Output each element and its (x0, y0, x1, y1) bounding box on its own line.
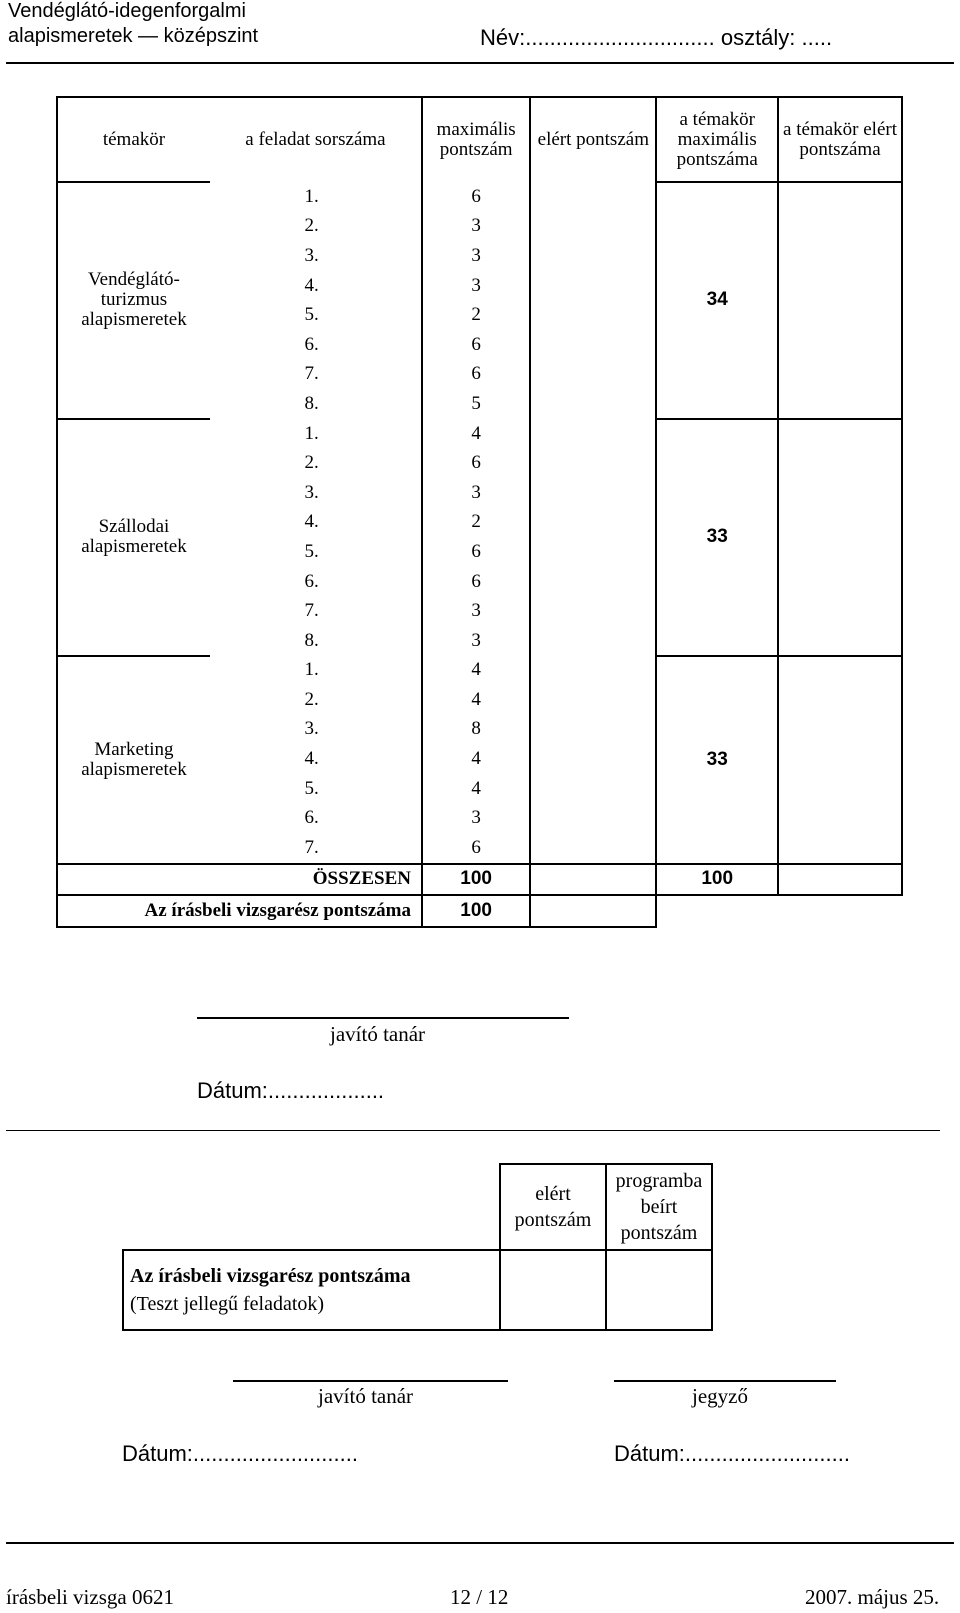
written-total-max: 100 (422, 895, 530, 927)
header-name-class: Név:............................... osztály: ..... (480, 25, 833, 50)
total-topic-achieved-input[interactable] (778, 864, 902, 896)
task-number-cell (210, 330, 422, 360)
task-achieved-input[interactable] (530, 182, 656, 212)
result-header-achieved: elért pontszám (500, 1164, 606, 1250)
task-number-cell (210, 389, 422, 419)
task-achieved-input[interactable] (530, 715, 656, 745)
header-max: maximális pontszám (422, 97, 530, 182)
header-subject-line1: Vendéglátó-idegenforgalmi (8, 0, 246, 22)
task-max-points: 2 (471, 511, 481, 533)
task-number-cell (210, 596, 422, 626)
task-achieved-input[interactable] (530, 448, 656, 478)
score-table (56, 96, 903, 928)
task-number-cell (210, 300, 422, 330)
task-max-points: 6 (471, 836, 481, 858)
task-number: 1. (304, 659, 319, 681)
task-max-points: 3 (471, 215, 481, 237)
task-number-cell (210, 774, 422, 804)
written-total-label: Az írásbeli vizsgarész pontszáma (57, 895, 422, 927)
result-row-label-line2: (Teszt jellegű feladatok) (130, 1293, 325, 1315)
task-achieved-input[interactable] (530, 330, 656, 360)
task-number-cell (210, 478, 422, 508)
task-achieved-input[interactable] (530, 271, 656, 301)
topic-name: Marketing alapismeretek (57, 656, 210, 864)
header-topic-achieved: a témakör elért pontszáma (778, 97, 902, 182)
task-achieved-input[interactable] (530, 212, 656, 242)
result-achieved-input[interactable] (500, 1250, 606, 1330)
task-number: 6. (304, 333, 319, 355)
result-header-entered: programba beírt pontszám (606, 1164, 712, 1250)
header-topic-max: a témakör maximális pontszáma (656, 97, 778, 182)
task-number: 5. (304, 777, 319, 799)
footer-page-number: 12 / 12 (450, 1585, 509, 1609)
task-max-points: 2 (471, 304, 481, 326)
task-achieved-input[interactable] (530, 360, 656, 390)
blank-cell (656, 895, 778, 927)
written-total-row (57, 895, 902, 927)
task-max-points: 5 (471, 392, 481, 414)
total-achieved-input[interactable] (530, 864, 656, 896)
task-achieved-input[interactable] (530, 596, 656, 626)
task-max-points: 3 (471, 274, 481, 296)
task-achieved-input[interactable] (530, 803, 656, 833)
signature-line (233, 1380, 508, 1382)
task-max-points: 4 (471, 422, 481, 444)
total-max: 100 (422, 864, 530, 896)
topic-name: Szállodai alapismeretek (57, 419, 210, 656)
total-topic-max: 100 (656, 864, 778, 896)
total-label: ÖSSZESEN (57, 864, 422, 896)
task-number: 6. (304, 807, 319, 829)
table-row (57, 656, 902, 686)
task-achieved-input[interactable] (530, 419, 656, 449)
task-max-points: 3 (471, 481, 481, 503)
task-max-points: 6 (471, 333, 481, 355)
task-achieved-input[interactable] (530, 833, 656, 864)
task-number: 3. (304, 718, 319, 740)
header-subject-line2: alapismeretek — középszint (8, 25, 259, 47)
signature-line (197, 1017, 569, 1019)
result-header-blank (123, 1164, 500, 1250)
task-number: 8. (304, 392, 319, 414)
date-field[interactable]: Dátum:................... (197, 1078, 385, 1103)
task-number: 3. (304, 481, 319, 503)
task-achieved-input[interactable] (530, 626, 656, 656)
result-table (122, 1163, 713, 1331)
task-number-cell (210, 360, 422, 390)
task-achieved-input[interactable] (530, 567, 656, 597)
task-number: 3. (304, 244, 319, 266)
signature-label-teacher: javító tanár (318, 1384, 414, 1408)
footer-exam-code: írásbeli vizsga 0621 (6, 1585, 174, 1609)
blank-cell (778, 895, 902, 927)
task-number: 8. (304, 629, 319, 651)
task-achieved-input[interactable] (530, 508, 656, 538)
topic-max-points: 33 (656, 656, 778, 864)
date-field[interactable]: Dátum:........................... (122, 1441, 358, 1466)
task-number: 5. (304, 304, 319, 326)
task-max-points: 3 (471, 629, 481, 651)
task-number: 2. (304, 452, 319, 474)
task-achieved-input[interactable] (530, 478, 656, 508)
date-field[interactable]: Dátum:........................... (614, 1441, 850, 1466)
task-number-cell (210, 833, 422, 864)
task-achieved-input[interactable] (530, 656, 656, 686)
table-row (57, 419, 902, 449)
task-number: 4. (304, 274, 319, 296)
topic-max-points: 33 (656, 419, 778, 656)
task-number-cell (210, 212, 422, 242)
header-task-no: a feladat sorszáma (210, 97, 422, 182)
task-max-points: 4 (471, 688, 481, 710)
task-achieved-input[interactable] (530, 685, 656, 715)
task-number-cell (210, 448, 422, 478)
task-max-points: 6 (471, 570, 481, 592)
task-max-points: 6 (471, 363, 481, 385)
topic-max-points: 34 (656, 182, 778, 419)
written-achieved-input[interactable] (530, 895, 656, 927)
task-max-points: 6 (471, 185, 481, 207)
signature-line (614, 1380, 836, 1382)
topic-achieved-input[interactable] (778, 419, 902, 656)
task-number-cell (210, 715, 422, 745)
footer-date: 2007. május 25. (805, 1585, 940, 1609)
score-header-row (57, 97, 902, 182)
task-max-points: 4 (471, 748, 481, 770)
header-achieved: elért pontszám (530, 97, 656, 182)
task-achieved-input[interactable] (530, 744, 656, 774)
table-row (57, 182, 902, 212)
signature-label-teacher: javító tanár (330, 1022, 426, 1046)
task-achieved-input[interactable] (530, 300, 656, 330)
task-number-cell (210, 626, 422, 656)
result-row-label (123, 1250, 500, 1330)
task-max-points: 8 (471, 718, 481, 740)
task-number: 6. (304, 570, 319, 592)
task-number: 7. (304, 363, 319, 385)
task-number-cell (210, 271, 422, 301)
task-number: 1. (304, 422, 319, 444)
task-max-points: 4 (471, 659, 481, 681)
task-achieved-input[interactable] (530, 774, 656, 804)
task-number: 4. (304, 511, 319, 533)
task-number: 5. (304, 540, 319, 562)
task-number: 2. (304, 688, 319, 710)
separator-rule (6, 1130, 940, 1131)
task-number-cell (210, 419, 422, 449)
task-number-cell (210, 537, 422, 567)
task-achieved-input[interactable] (530, 389, 656, 419)
task-number-cell (210, 567, 422, 597)
task-number-cell (210, 656, 422, 686)
task-number-cell (210, 182, 422, 212)
task-number: 1. (304, 185, 319, 207)
task-max-points: 4 (471, 777, 481, 799)
task-achieved-input[interactable] (530, 241, 656, 271)
task-achieved-input[interactable] (530, 537, 656, 567)
header-rule (6, 62, 954, 64)
task-number-cell (210, 685, 422, 715)
footer-rule (6, 1542, 954, 1544)
task-number: 2. (304, 215, 319, 237)
topic-achieved-input[interactable] (778, 182, 902, 419)
total-row (57, 864, 902, 896)
result-row-label-line1: Az írásbeli vizsgarész pontszáma (130, 1265, 411, 1287)
task-number: 7. (304, 600, 319, 622)
task-max-points: 6 (471, 540, 481, 562)
task-number-cell (210, 803, 422, 833)
signature-label-notary: jegyző (692, 1384, 748, 1408)
topic-name: Vendéglátó-turizmus alapismeretek (57, 182, 210, 419)
task-max-points: 6 (471, 452, 481, 474)
task-number: 4. (304, 748, 319, 770)
task-number: 7. (304, 836, 319, 858)
task-number-cell (210, 744, 422, 774)
topic-achieved-input[interactable] (778, 656, 902, 864)
task-max-points: 3 (471, 244, 481, 266)
header-topic: témakör (57, 97, 210, 182)
task-max-points: 3 (471, 600, 481, 622)
task-max-points: 3 (471, 807, 481, 829)
task-number-cell (210, 241, 422, 271)
result-entered-input[interactable] (606, 1250, 712, 1330)
task-number-cell (210, 508, 422, 538)
